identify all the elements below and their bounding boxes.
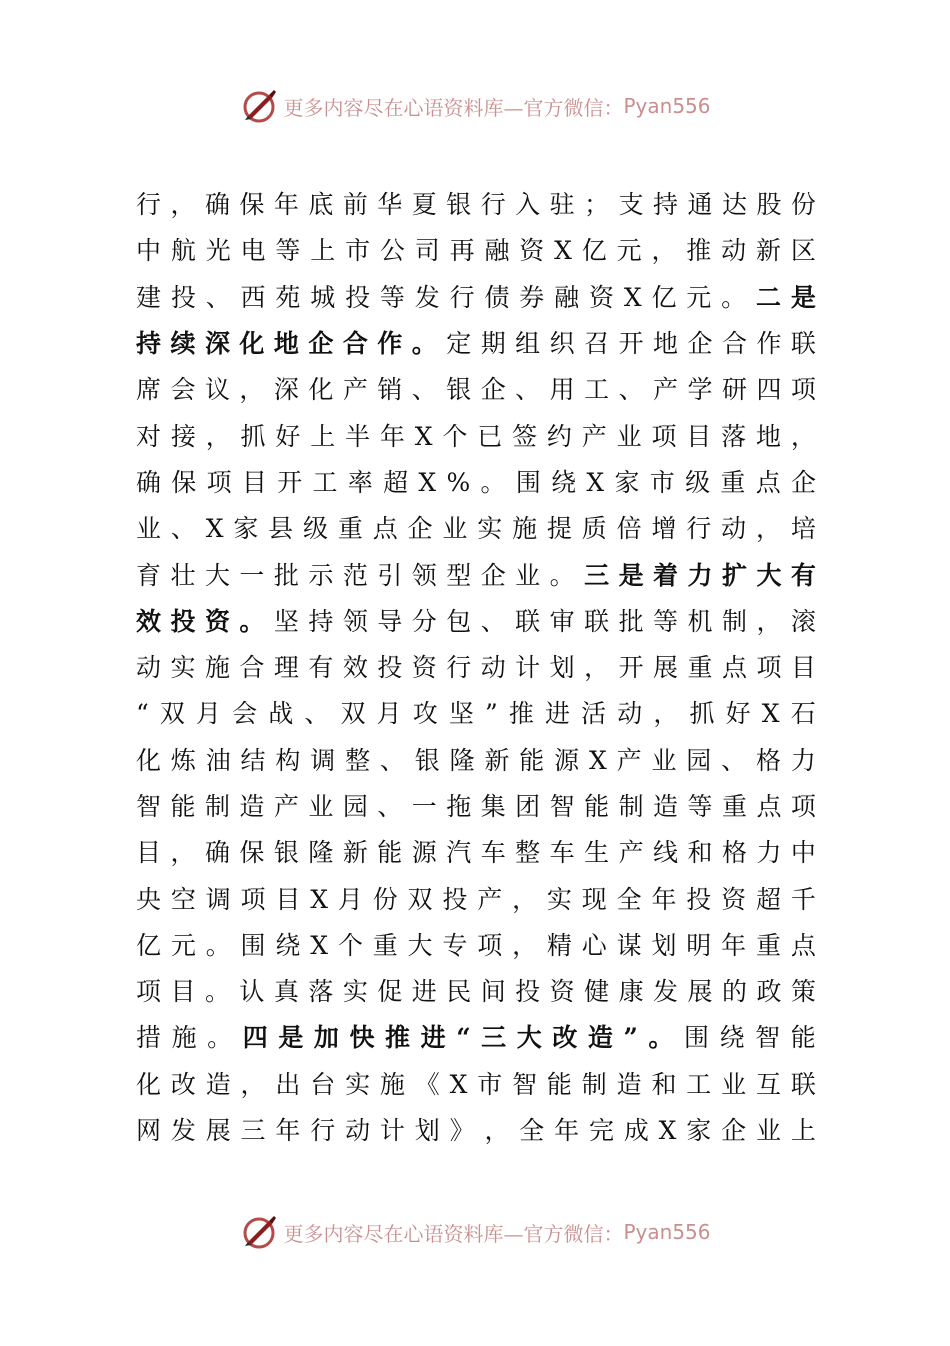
text-line: 持 续 深 化 地 企 合 作 。 定 期 组 织 召 开 地 企 合 作 联	[136, 329, 816, 359]
text-line: “ 双 月 会 战 、 双 月 攻 坚 ” 推 进 活 动 ， 抓 好 X 石	[136, 699, 816, 729]
text-line: 中 航 光 电 等 上 市 公 司 再 融 资 X 亿 元 ， 推 动 新 区	[136, 236, 816, 266]
text-line: 措 施 。 四 是 加 快 推 进 “ 三 大 改 造 ” 。 围 绕 智 能	[136, 1023, 816, 1053]
pen-logo-icon	[239, 86, 279, 126]
text-line: 建 投 、 西 苑 城 投 等 发 行 债 券 融 资 X 亿 元 。 二 是	[136, 282, 816, 312]
text-line: 化 炼 油 结 构 调 整 、 银 隆 新 能 源 X 产 业 园 、 格 力	[136, 745, 816, 775]
text-line: 化 改 造 ， 出 台 实 施 《 X 市 智 能 制 造 和 工 业 互 联	[136, 1069, 816, 1099]
text-line: 亿 元 。 围 绕 X 个 重 大 专 项 ， 精 心 谋 划 明 年 重 点	[136, 930, 816, 960]
text-line: 动 实 施 合 理 有 效 投 资 行 动 计 划 ， 开 展 重 点 项 目	[136, 653, 816, 683]
text-line: 项 目 。 认 真 落 实 促 进 民 间 投 资 健 康 发 展 的 政 策	[136, 977, 816, 1007]
text-line: 目 ， 确 保 银 隆 新 能 源 汽 车 整 车 生 产 线 和 格 力 中	[136, 838, 816, 868]
text-line: 对 接 ， 抓 好 上 半 年 X 个 已 签 约 产 业 项 目 落 地 ，	[136, 421, 816, 451]
text-line: 确 保 项 目 开 工 率 超 X % 。 围 绕 X 家 市 级 重 点 企	[136, 467, 816, 497]
document-body	[136, 182, 816, 1154]
banner-text: 更多内容尽在心语资料库—官方微信：	[283, 1221, 624, 1246]
wechat-id: Pyan556	[623, 94, 711, 118]
footer-banner	[0, 1210, 950, 1254]
text-line: 智 能 制 造 产 业 园 、 一 拖 集 团 智 能 制 造 等 重 点 项	[136, 792, 816, 821]
banner-text: 更多内容尽在心语资料库—官方微信：	[283, 95, 624, 120]
text-line: 育 壮 大 一 批 示 范 引 领 型 企 业 。 三 是 着 力 扩 大 有	[136, 560, 816, 590]
text-line: 效 投 资 。 坚 持 领 导 分 包 、 联 审 联 批 等 机 制 ， 滚	[136, 606, 816, 636]
text-line: 网 发 展 三 年 行 动 计 划 》 ， 全 年 完 成 X 家 企 业 上	[136, 1116, 816, 1146]
text-line: 央 空 调 项 目 X 月 份 双 投 产 ， 实 现 全 年 投 资 超 千	[136, 884, 816, 914]
header-banner	[0, 84, 950, 128]
text-line: 行 ， 确 保 年 底 前 华 夏 银 行 入 驻 ； 支 持 通 达 股 份	[136, 190, 816, 220]
text-line: 业 、 X 家 县 级 重 点 企 业 实 施 提 质 倍 增 行 动 ， 培	[136, 514, 816, 544]
pen-logo-icon	[239, 1212, 279, 1252]
text-line: 席 会 议 ， 深 化 产 销 、 银 企 、 用 工 、 产 学 研 四 项	[136, 375, 816, 405]
wechat-id: Pyan556	[623, 1220, 711, 1244]
